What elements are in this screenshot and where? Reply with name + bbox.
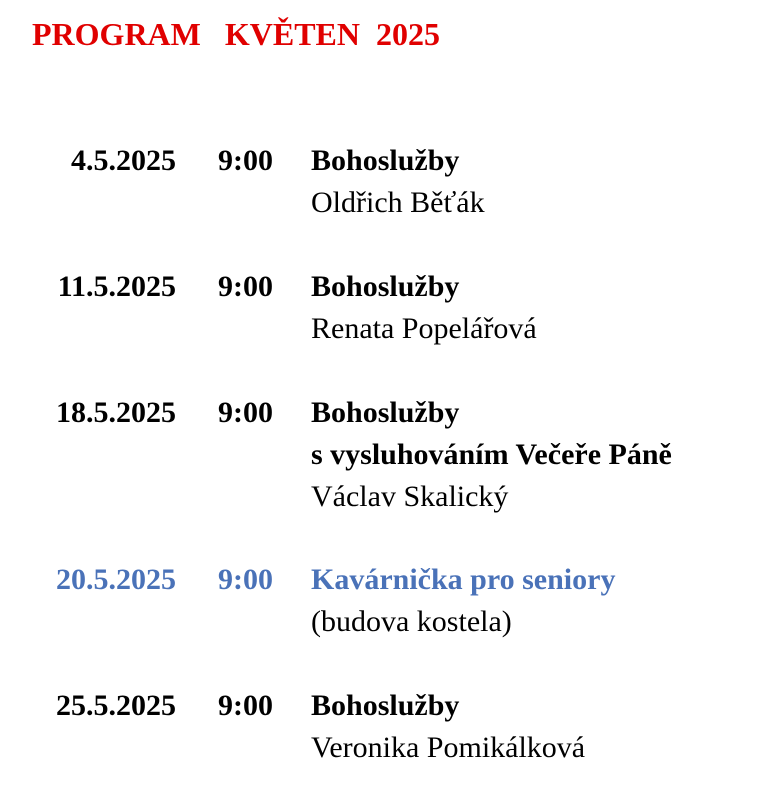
event-title: Kavárnička pro seniory <box>311 563 616 596</box>
event-location: (budova kostela) <box>311 605 512 638</box>
event-time: 9:00 <box>218 563 273 596</box>
event-date: 20.5.2025 <box>56 563 176 596</box>
event-details <box>311 685 585 769</box>
event-date: 18.5.2025 <box>56 396 176 429</box>
page-title: PROGRAM KVĚTEN 2025 <box>32 16 440 52</box>
event-date: 4.5.2025 <box>71 144 176 177</box>
event-date: 25.5.2025 <box>56 689 176 722</box>
event-leader: Václav Skalický <box>311 480 509 513</box>
event-time: 9:00 <box>218 144 273 177</box>
event-title: Bohoslužby <box>311 270 460 303</box>
event-title: Bohoslužby <box>311 689 460 722</box>
event-time: 9:00 <box>218 689 273 722</box>
event-date: 11.5.2025 <box>57 270 176 303</box>
event-title: Bohoslužby <box>311 396 460 429</box>
event-leader: Veronika Pomikálková <box>311 731 586 764</box>
event-details <box>311 266 537 350</box>
event-time: 9:00 <box>218 270 273 303</box>
event-details <box>311 140 485 224</box>
event-subtitle: s vysluhováním Večeře Páně <box>311 438 672 471</box>
event-title: Bohoslužby <box>311 144 460 177</box>
event-time: 9:00 <box>218 396 273 429</box>
event-details <box>311 392 672 518</box>
event-leader: Renata Popelářová <box>311 312 537 345</box>
event-leader: Oldřich Běťák <box>311 186 485 219</box>
event-details <box>311 559 615 643</box>
